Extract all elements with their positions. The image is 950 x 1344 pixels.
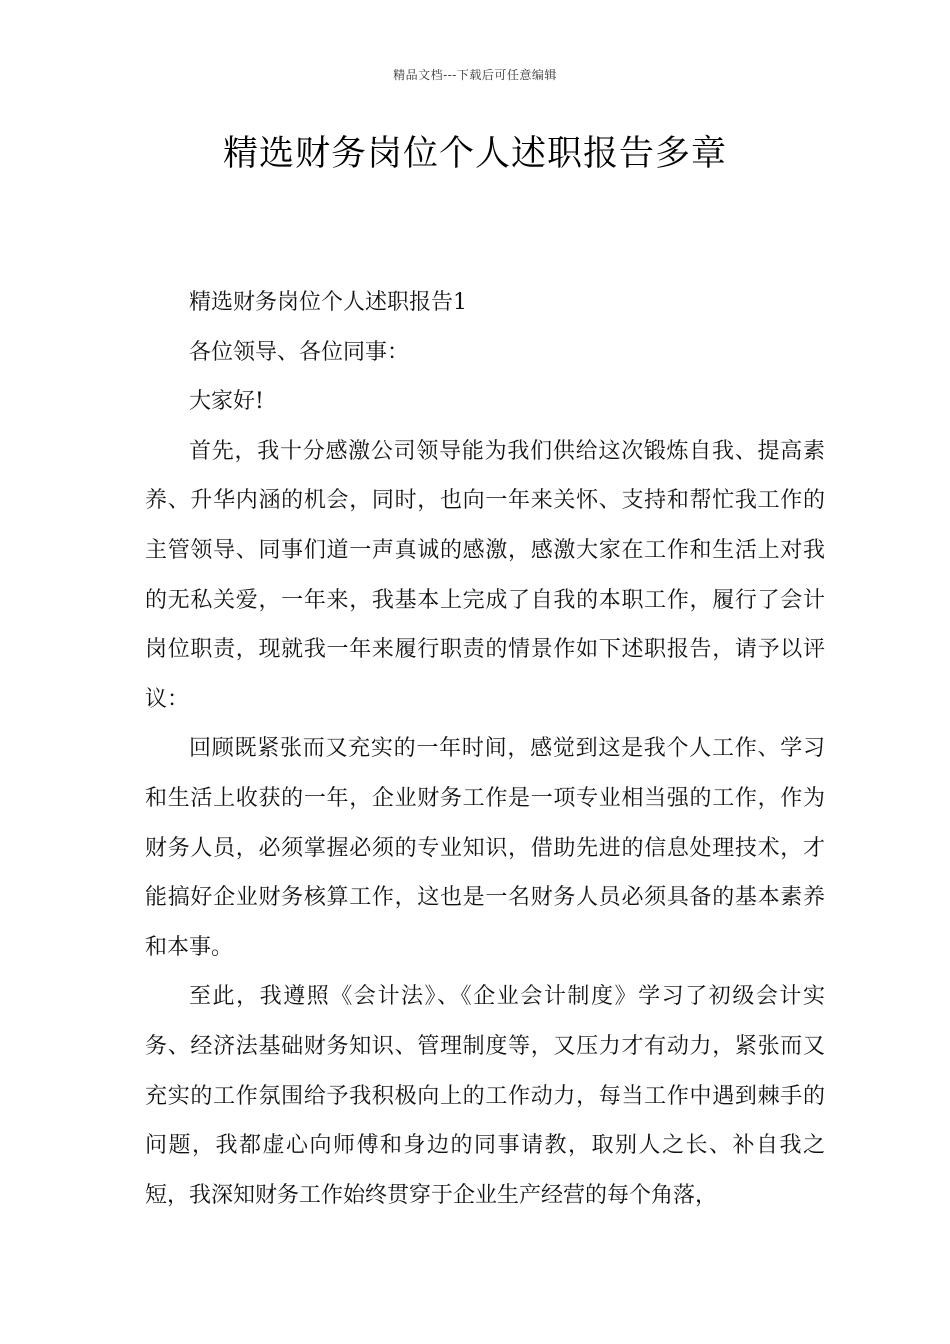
document-body <box>145 278 825 1220</box>
salutation: 各位领导、各位同事： <box>189 339 410 365</box>
document-title: 精选财务岗位个人述职报告多章 <box>222 134 727 174</box>
body-paragraph: 回顾既紧张而又充实的一年时间，感觉到这是我个人工作、学习和生活上收获的一年，企业财务工作是一项专业相当强的工作，作为财务人员，必须掌握必须的专业知识，借助先进的信息处理技术，才能搞好企业财务核算工作，这也是一名财务人员必须具备的基本素养和本事。 <box>145 736 825 960</box>
greeting: 大家好! <box>189 389 264 415</box>
body-paragraph: 至此，我遵照《会计法》、《企业会计制度》学习了初级会计实务、经济法基础财务知识、管理制度等，又压力才有动力，紧张而又充实的工作氛围给予我积极向上的工作动力，每当工作中遇到棘手的问题，我都虚心向师傅和身边的同事请教，取别人之长、补自我之短，我深知财务工作始终贯穿于企业生产经营的每个角落， <box>145 984 825 1208</box>
body-paragraph: 首先，我十分感激公司领导能为我们供给这次锻炼自我、提高素养、升华内涵的机会，同时，也向一年来关怀、支持和帮忙我工作的主管领导、同事们道一声真诚的感激，感激大家在工作和生活上对我的无私关爱，一年来，我基本上完成了自我的本职工作，履行了会计岗位职责，现就我一年来履行职责的情景作如下述职报告，请予以评议： <box>145 438 825 712</box>
report-subtitle: 精选财务岗位个人述职报告1 <box>189 290 467 315</box>
header-note: 精品文档---下载后可任意编辑 <box>393 68 557 82</box>
